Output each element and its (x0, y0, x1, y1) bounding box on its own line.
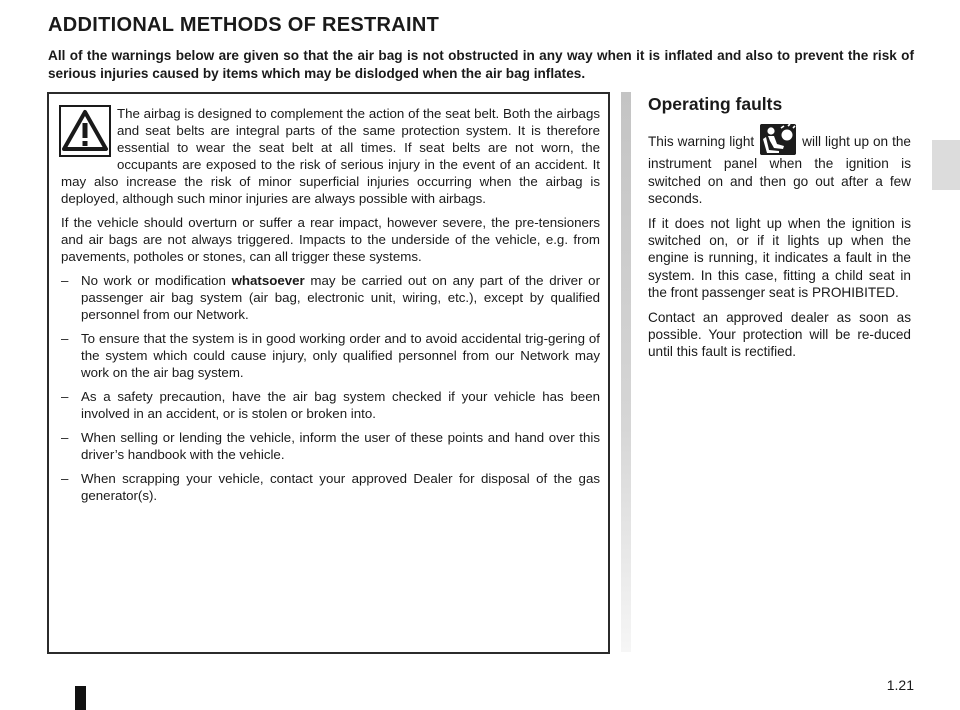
list-item-text: As a safety precaution, have the air bag system checked if your vehicle has been involved in an accident, or is stolen or broken into. (81, 389, 600, 421)
warning-paragraph-seatbelt: The airbag is designed to complement the action of the seat belt. Both the airbags and seat belts are integral parts of the same protection system. It is therefore essential to wear the seat belt at all times. If seat belts are not worn, the occupants are exposed to the risk of serious injury in the event of an accident. It may also increase the risk of minor superficial injuries occurring when the airbag is deployed, although such minor injuries are always possible with airbags. (61, 106, 600, 206)
list-item (61, 470, 600, 504)
column-divider (621, 92, 631, 652)
list-dash: – (61, 430, 69, 445)
list-dash: – (61, 273, 69, 288)
list-item (61, 330, 600, 381)
warning-paragraph-overturn: If the vehicle should overturn or suffer a rear impact, however severe, the pre-tensioners and air bags are not always triggered. Impacts to the underside of the vehicle, e.g. from pavements, potholes or stones, can all trigger these systems. (61, 215, 600, 264)
list-item-text: When selling or lending the vehicle, inform the user of these points and hand over this driver’s handbook with the vehicle. (81, 430, 600, 462)
list-item-emphasis: whatsoever (231, 273, 305, 288)
list-item-text: To ensure that the system is in good working order and to avoid accidental trig-gering of the system which could cause injury, only qualified personnel from our Network may work on the air bag system. (81, 331, 600, 380)
list-item-text: When scrapping your vehicle, contact your approved Dealer for disposal of the gas generator(s). (81, 471, 600, 503)
warning-triangle-icon (59, 105, 111, 157)
airbag-warning-light-icon (760, 124, 796, 155)
page-number: 1.21 (886, 677, 914, 693)
faults-text-post: will light up on the instrument panel when the ignition is switched on and then go out after a few seconds. (648, 134, 911, 207)
faults-paragraph-contact: Contact an approved dealer as soon as possible. Your protection will be re-duced until this fault is rectified. (648, 309, 911, 360)
page-title: ADDITIONAL METHODS OF RESTRAINT (48, 14, 440, 36)
operating-faults-section (648, 94, 911, 368)
faults-paragraph-light (648, 124, 911, 207)
warning-list (61, 272, 600, 504)
section-title: Operating faults (648, 94, 783, 114)
list-item-text-post: may be carried out on any part of the driver or passenger air bag system (air bag, electronic unit, wiring, etc.), except by qualified personnel from our Network. (81, 273, 601, 322)
crop-mark (75, 686, 86, 710)
list-dash: – (61, 389, 69, 404)
faults-text-pre: This warning light (648, 134, 759, 150)
list-item (61, 388, 600, 422)
list-item (61, 429, 600, 463)
list-dash: – (61, 471, 69, 486)
faults-paragraph-fault: If it does not light up when the ignition is switched on, or if it lights up when the engine is running, it indicates a fault in the system. In this case, fitting a child seat in the front passenger seat is PROHIBITED. (648, 215, 911, 301)
list-dash: – (61, 331, 69, 346)
list-item (61, 272, 600, 323)
intro-text: All of the warnings below are given so that the air bag is not obstructed in any way when it is inflated and also to prevent the risk of serious injuries caused by items which may be dislodged when the air bag inflates. (48, 48, 914, 81)
list-item-text-pre: No work or modification (81, 273, 232, 288)
chapter-tab (932, 140, 960, 190)
warning-box (47, 92, 610, 654)
